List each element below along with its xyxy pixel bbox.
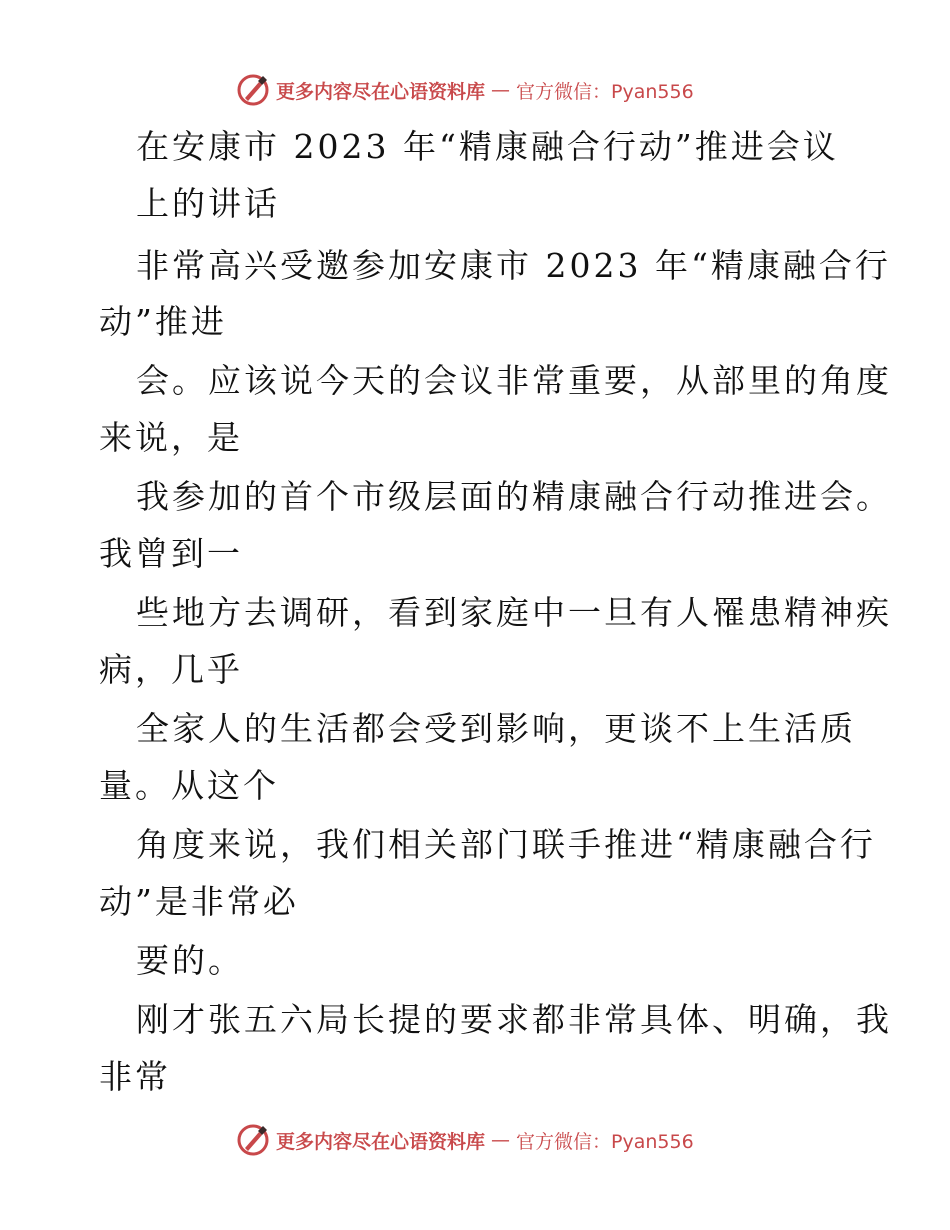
- text-line: 病，几乎: [99, 650, 243, 689]
- text-line: 动”推进: [99, 302, 227, 341]
- text-line: 要的。: [136, 941, 244, 980]
- site-text: 更多内容尽在心语资料库: [276, 1130, 486, 1153]
- text-line: 动”是非常必: [99, 882, 299, 921]
- text-line: 刚才张五六局长提的要求都非常具体、明确，我: [136, 1000, 892, 1039]
- text-line: 来说，是: [99, 418, 243, 457]
- separator-text: —: [491, 79, 511, 101]
- text-line: 我参加的首个市级层面的精康融合行动推进会。: [136, 477, 892, 516]
- text-line: 我曾到一: [99, 534, 243, 573]
- footer-watermark: [236, 1122, 694, 1158]
- pen-circle-logo-icon: [236, 73, 270, 107]
- text-line: 上的讲话: [136, 184, 280, 223]
- text-line: 些地方去调研，看到家庭中一旦有人罹患精神疾: [136, 593, 892, 632]
- site-text: 更多内容尽在心语资料库: [276, 80, 486, 103]
- text-line: 非常: [99, 1057, 171, 1096]
- wechat-text: 官方微信：Pyan556: [516, 1130, 694, 1153]
- separator-text: —: [491, 1129, 511, 1151]
- text-line: 在安康市 2023 年“精康融合行动”推进会议: [136, 127, 839, 166]
- header-watermark: [236, 72, 694, 108]
- text-line: 会。应该说今天的会议非常重要，从部里的角度: [136, 361, 892, 400]
- text-line: 角度来说，我们相关部门联手推进“精康融合行: [136, 825, 876, 864]
- text-line: 全家人的生活都会受到影响，更谈不上生活质: [136, 709, 856, 748]
- text-line: 非常高兴受邀参加安康市 2023 年“精康融合行: [136, 246, 891, 285]
- text-line: 量。从这个: [99, 766, 279, 805]
- pen-circle-logo-icon: [236, 1123, 270, 1157]
- wechat-text: 官方微信：Pyan556: [516, 80, 694, 103]
